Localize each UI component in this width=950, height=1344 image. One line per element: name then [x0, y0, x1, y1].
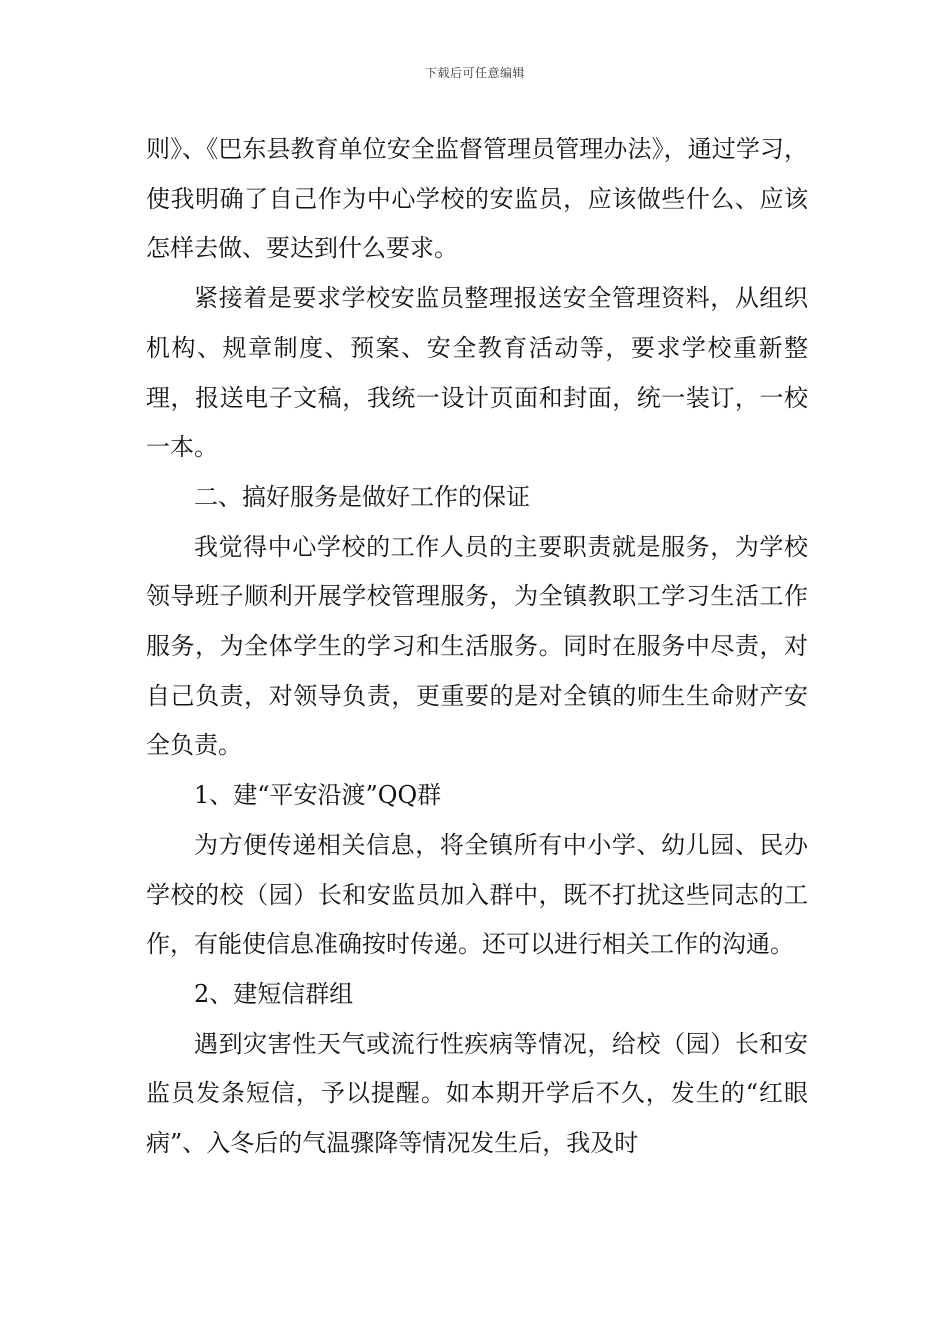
paragraph-1: 则》、《巴东县教育单位安全监督管理员管理办法》，通过学习，使我明确了自己作为中心学校的安监员，应该做些什么、应该怎样去做、要达到什么要求。	[146, 135, 808, 263]
section-heading-2: 二、搞好服务是做好工作的保证	[194, 482, 530, 511]
paragraph-4: 为方便传递相关信息，将全镇所有中小学、幼儿园、民办学校的校（园）长和安监员加入群中，既不打扰这些同志的工作，有能使信息准确按时传递。还可以进行相关工作的沟通。	[146, 830, 808, 959]
subheading-2: 2、建短信群组	[194, 979, 354, 1008]
paragraph-3: 我觉得中心学校的工作人员的主要职责就是服务，为学校领导班子顺利开展学校管理服务，为全镇教职工学习生活工作服务，为全体学生的学习和生活服务。同时在服务中尽责，对自己负责，对领导负责，更重要的是对全镇的师生生命财产安全负责。	[146, 532, 808, 760]
paragraph-5: 遇到灾害性天气或流行性疾病等情况，给校（园）长和安监员发条短信，予以提醒。如本期开学后不久，发生的“红眼病”、入冬后的气温骤降等情况发生后，我及时	[146, 1029, 808, 1158]
subheading-1: 1、建“平安沿渡”QQ群	[194, 781, 442, 810]
paragraph-2: 紧接着是要求学校安监员整理报送安全管理资料，从组织机构、规章制度、预案、安全教育活动等，要求学校重新整理，报送电子文稿，我统一设计页面和封面，统一装订，一校一本。	[146, 284, 808, 462]
document-body	[146, 125, 808, 1169]
page-header-note: 下载后可任意编辑	[424, 66, 525, 80]
